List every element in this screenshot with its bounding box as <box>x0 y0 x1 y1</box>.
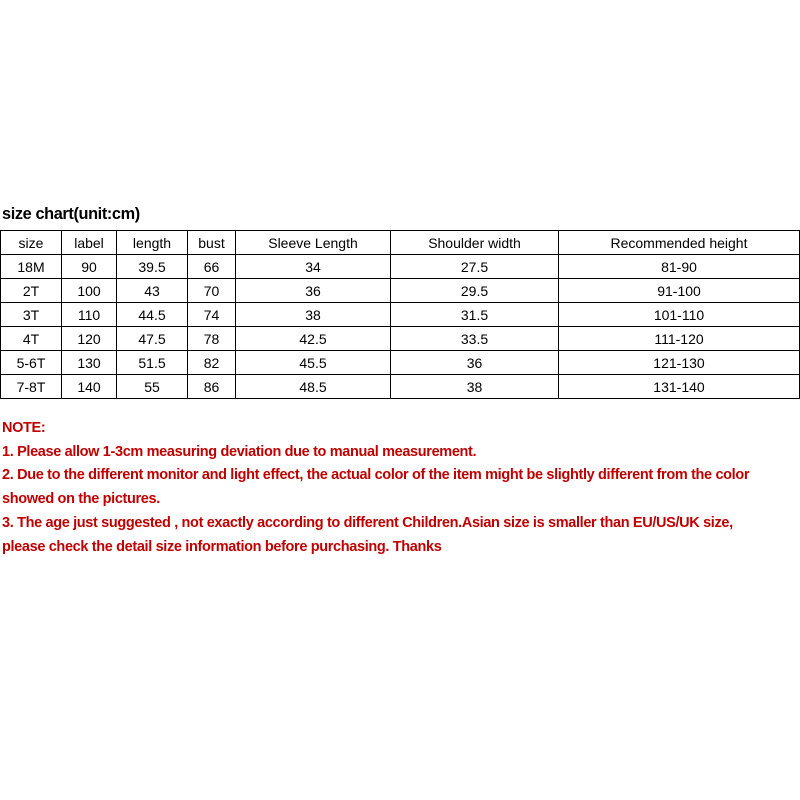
cell-recommended-height: 121-130 <box>559 351 800 375</box>
table-row <box>1 303 800 327</box>
header-size: size <box>1 231 62 255</box>
cell-sleeve-length: 38 <box>236 303 391 327</box>
cell-sleeve-length: 45.5 <box>236 351 391 375</box>
cell-shoulder-width: 31.5 <box>391 303 559 327</box>
cell-length: 44.5 <box>117 303 188 327</box>
cell-recommended-height: 81-90 <box>559 255 800 279</box>
size-table <box>0 230 800 399</box>
cell-length: 39.5 <box>117 255 188 279</box>
table-row <box>1 327 800 351</box>
cell-sleeve-length: 48.5 <box>236 375 391 399</box>
note-line: 1. Please allow 1-3cm measuring deviation due to manual measurement. <box>2 443 477 460</box>
table-row <box>1 279 800 303</box>
table-row <box>1 351 800 375</box>
cell-recommended-height: 131-140 <box>559 375 800 399</box>
cell-bust: 86 <box>188 375 236 399</box>
cell-sleeve-length: 42.5 <box>236 327 391 351</box>
cell-recommended-height: 101-110 <box>559 303 800 327</box>
cell-label: 120 <box>62 327 117 351</box>
header-sleeve-length: Sleeve Length <box>236 231 391 255</box>
note-line: showed on the pictures. <box>2 491 160 508</box>
cell-length: 55 <box>117 375 188 399</box>
table-row <box>1 375 800 399</box>
cell-size: 18M <box>1 255 62 279</box>
cell-bust: 74 <box>188 303 236 327</box>
cell-shoulder-width: 36 <box>391 351 559 375</box>
header-length: length <box>117 231 188 255</box>
cell-shoulder-width: 38 <box>391 375 559 399</box>
notes-section <box>2 417 800 559</box>
note-line: please check the detail size information before purchasing. Thanks <box>2 538 442 555</box>
cell-recommended-height: 91-100 <box>559 279 800 303</box>
header-label: label <box>62 231 117 255</box>
cell-length: 43 <box>117 279 188 303</box>
cell-size: 3T <box>1 303 62 327</box>
note-line: 2. Due to the different monitor and light effect, the actual color of the item might be slightly different from the color <box>2 467 750 484</box>
size-chart-title: size chart(unit:cm) <box>2 204 140 223</box>
cell-length: 47.5 <box>117 327 188 351</box>
cell-shoulder-width: 33.5 <box>391 327 559 351</box>
cell-size: 7-8T <box>1 375 62 399</box>
cell-shoulder-width: 29.5 <box>391 279 559 303</box>
cell-size: 5-6T <box>1 351 62 375</box>
table-header-row <box>1 231 800 255</box>
cell-length: 51.5 <box>117 351 188 375</box>
cell-size: 4T <box>1 327 62 351</box>
note-heading: NOTE: <box>2 420 46 436</box>
cell-label: 110 <box>62 303 117 327</box>
table-row <box>1 255 800 279</box>
header-shoulder-width: Shoulder width <box>391 231 559 255</box>
cell-bust: 66 <box>188 255 236 279</box>
header-bust: bust <box>188 231 236 255</box>
cell-label: 130 <box>62 351 117 375</box>
cell-bust: 82 <box>188 351 236 375</box>
cell-label: 100 <box>62 279 117 303</box>
cell-label: 90 <box>62 255 117 279</box>
cell-recommended-height: 111-120 <box>559 327 800 351</box>
cell-bust: 70 <box>188 279 236 303</box>
cell-label: 140 <box>62 375 117 399</box>
cell-sleeve-length: 34 <box>236 255 391 279</box>
note-line: 3. The age just suggested , not exactly according to different Children.Asian size is smaller than EU/US/UK size, <box>2 514 733 531</box>
cell-bust: 78 <box>188 327 236 351</box>
cell-shoulder-width: 27.5 <box>391 255 559 279</box>
cell-sleeve-length: 36 <box>236 279 391 303</box>
header-recommended-height: Recommended height <box>559 231 800 255</box>
cell-size: 2T <box>1 279 62 303</box>
